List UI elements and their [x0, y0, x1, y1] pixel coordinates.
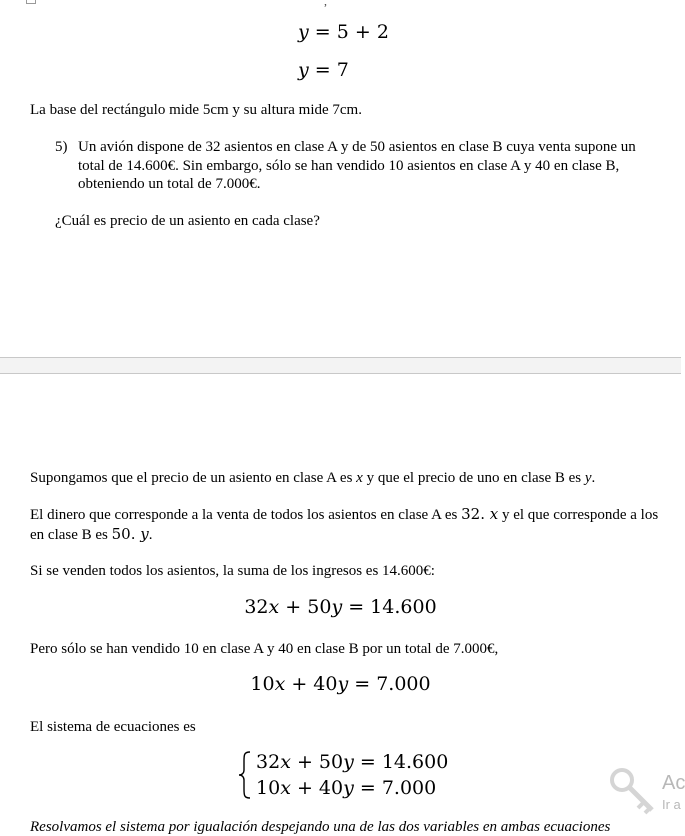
watermark-title: Ac — [662, 772, 685, 794]
solution-paragraph-2: El dinero que corresponde a la venta de todos los asientos en clase A es 32. x y el que corresponde a los en clase B es 50. y. — [30, 505, 659, 543]
solution-paragraph-4: Pero sólo se han vendido 10 en clase A y 40 en clase B por un total de 7.000€, — [30, 641, 499, 657]
solution-paragraph-5: El sistema de ecuaciones es — [30, 719, 196, 735]
problem-number: 5) — [55, 139, 68, 155]
problem-statement: Un avión dispone de 32 asientos en clase A y de 50 asientos en clase B cuya venta supone un total de 14.600€. Sin embargo, sólo se han vendido 10 asientos en clase A y 40 en clase B, obteniendo un total de 7.000€. — [78, 139, 636, 192]
problem-question: ¿Cuál es precio de un asiento en cada clase? — [55, 213, 320, 229]
key-icon — [608, 766, 660, 818]
solution-paragraph-1: Supongamos que el precio de un asiento en clase A es x y que el precio de uno en clase B es y. — [30, 470, 596, 486]
equation-y-sum: y = 5 + 2 — [298, 21, 389, 43]
equation-actual-sales: 10x + 40y = 7.000 — [250, 673, 431, 695]
equation-total-sales: 32x + 50y = 14.600 — [244, 596, 437, 618]
conclusion-text: La base del rectángulo mide 5cm y su altura mide 7cm. — [30, 102, 362, 118]
equation-y-result: y = 7 — [298, 59, 349, 81]
cut-glyph: , — [324, 0, 327, 8]
system-brace — [238, 751, 252, 799]
solution-paragraph-6: Resolvamos el sistema por igualación despejando una de las dos variables en ambas ecuaciones — [30, 819, 611, 835]
page-edge-mark — [26, 0, 36, 4]
system-equation-1: 32x + 50y = 14.600 — [256, 751, 449, 773]
page-break — [0, 357, 681, 374]
system-equation-2: 10x + 40y = 7.000 — [256, 777, 437, 799]
watermark-subtitle: Ir a — [662, 797, 681, 812]
solution-paragraph-3: Si se venden todos los asientos, la suma de los ingresos es 14.600€: — [30, 563, 435, 579]
